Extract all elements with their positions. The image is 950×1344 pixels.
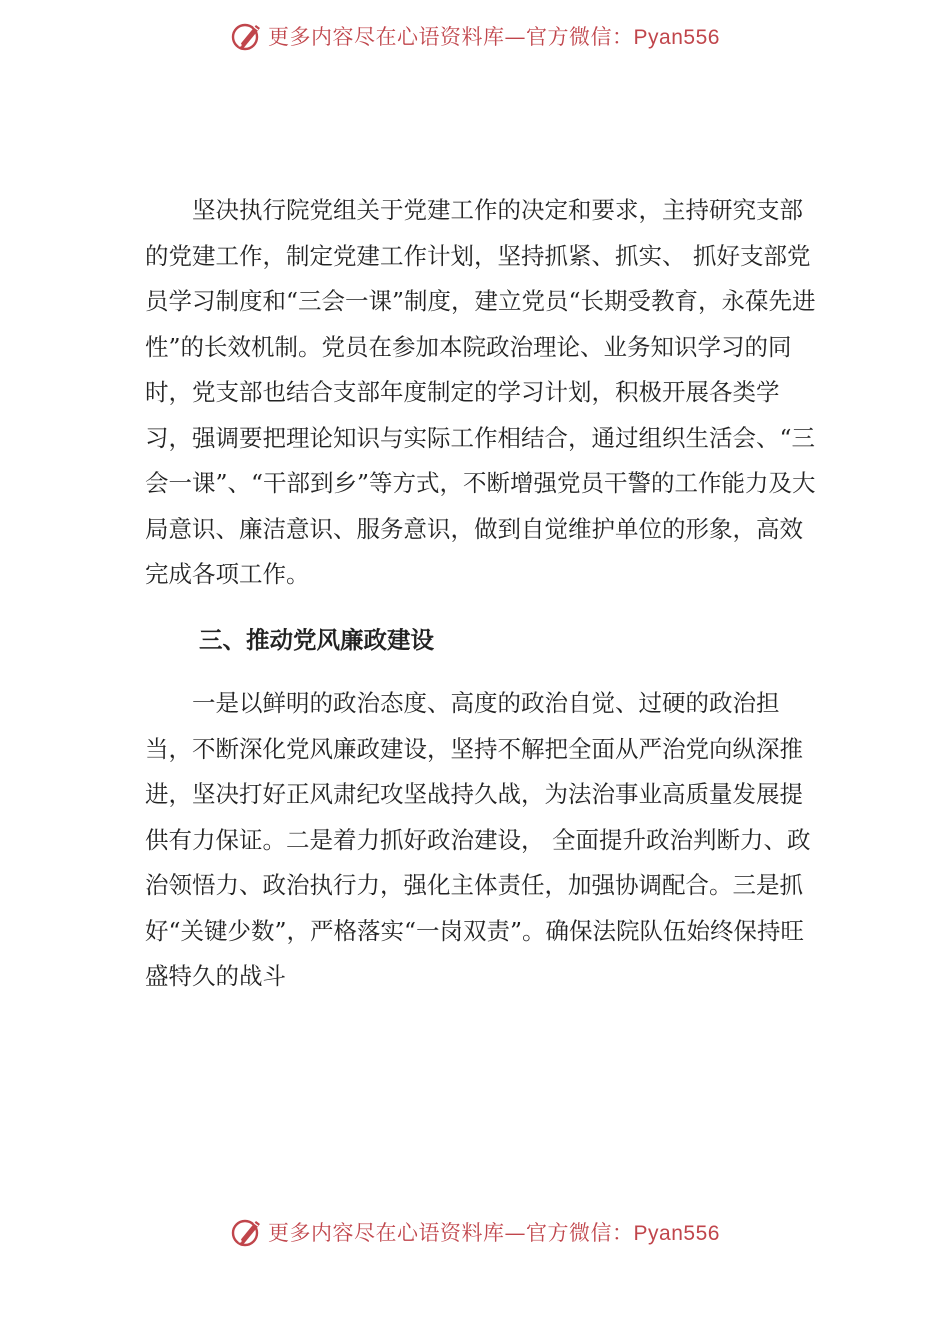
paragraph-1: 坚决执行院党组关于党建工作的决定和要求，主持研究支部的党建工作，制定党建工作计划，坚持抓紧、抓实、 抓好支部党员学习制度和“三会一课”制度，建立党员“长期受教育，永葆先进性”的长效机制。党员在参加本院政治理论、业务知识学习的同时，党支部也结合支部年度制定的学习计划，积极开展各类学习，强调要把理论知识与实际工作相结合，通过组织生活会、“三会一课”、“干部到乡”等方式，不断增强党员干警的工作能力及大局意识、廉洁意识、服务意识，做到自觉维护单位的形象，高效完成各项工作。 <box>145 196 816 588</box>
document-body <box>145 188 825 1000</box>
footer-text <box>268 1217 720 1247</box>
footer-banner <box>0 1210 950 1254</box>
paragraph-2: 一是以鲜明的政治态度、高度的政治自觉、过硬的政治担当，不断深化党风廉政建设，坚持不解把全面从严治党向纵深推进，坚决打好正风肃纪攻坚战持久战，为法治事业高质量发展提供有力保证。二是着力抓好政治建设， 全面提升政治判断力、政治领悟力、政治执行力，强化主体责任，加强协调配合。三是抓好“关键少数”，严格落实“一岗双责”。确保法院队伍始终保持旺盛特久的战斗 <box>145 689 811 990</box>
header-label: 更多内容尽在心语资料库—官方微信： <box>268 25 634 49</box>
header-banner <box>0 14 950 58</box>
section-heading-3: 三、推动党风廉政建设 <box>199 625 435 654</box>
header-wechat-id: Pyan556 <box>633 26 720 49</box>
pen-circle-logo-icon <box>230 1215 264 1249</box>
header-text <box>268 21 720 51</box>
footer-label: 更多内容尽在心语资料库—官方微信： <box>268 1221 634 1245</box>
footer-wechat-id: Pyan556 <box>633 1222 720 1245</box>
pen-circle-logo-icon <box>230 19 264 53</box>
